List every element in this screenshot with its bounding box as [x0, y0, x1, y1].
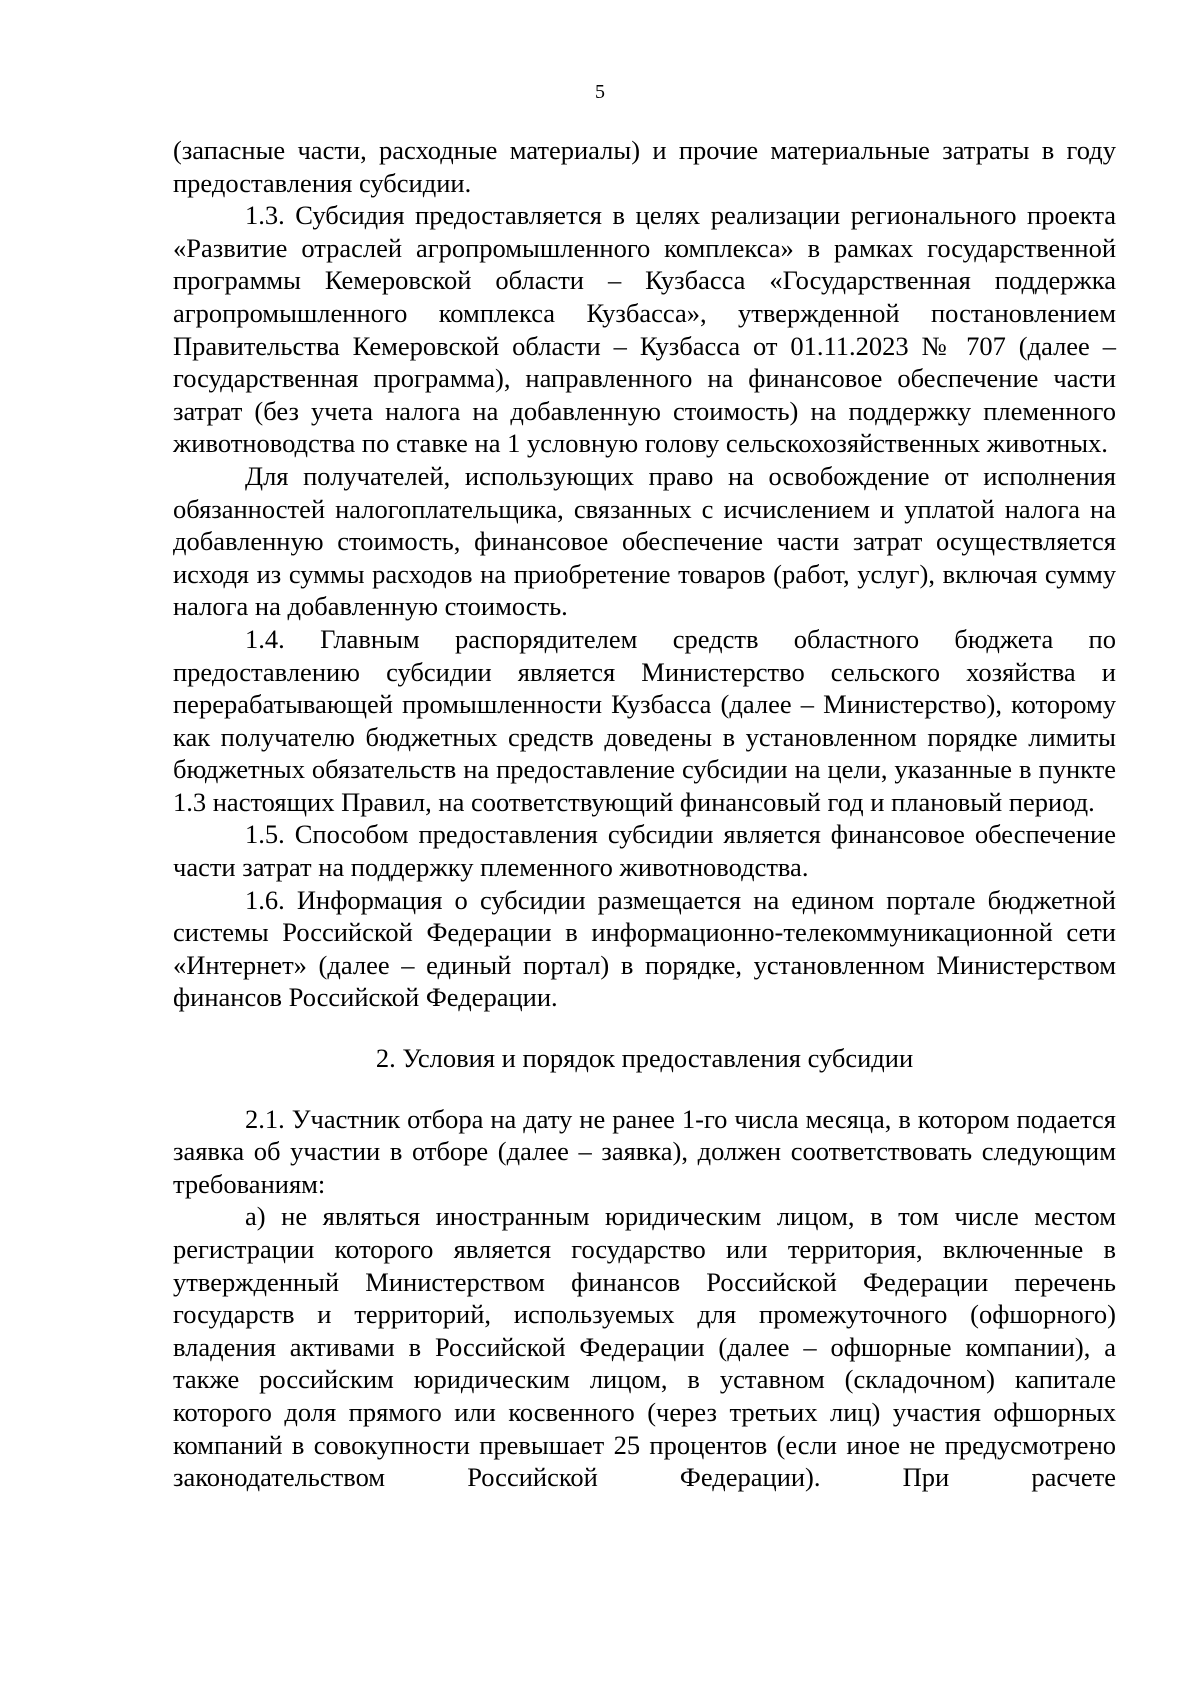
document-body	[173, 134, 1116, 1494]
section-heading: 2. Условия и порядок предоставления субсидии	[375, 1043, 914, 1074]
paragraph-vat-exempt: Для получателей, использующих право на освобождение от исполнения обязанностей налогоплательщика, связанных с исчислением и уплатой налога на добавленную стоимость, финансовое обеспечение части затрат осуществляется исходя из суммы расходов на приобретение товаров (работ, услуг), включая сумму налога на добавленную стоимость.	[173, 460, 1116, 622]
paragraph-1-6: 1.6. Информация о субсидии размещается на едином портале бюджетной системы Российской Федерации в информационно-телекоммуникационной сети «Интернет» (далее – единый портал) в порядке, установленном Министерством финансов Российской Федерации.	[173, 884, 1116, 1013]
paragraph-1-4: 1.4. Главным распорядителем средств областного бюджета по предоставлению субсидии является Министерство сельского хозяйства и перерабатывающей промышленности Кузбасса (далее – Министерство), которому как получателю бюджетных средств доведены в установленном порядке лимиты бюджетных обязательств на предоставление субсидии на цели, указанные в пункте 1.3 настоящих Правил, на соответствующий финансовый год и плановый период.	[173, 623, 1116, 817]
paragraph-2-1: 2.1. Участник отбора на дату не ранее 1-го числа месяца, в котором подается заявка об участии в отборе (далее – заявка), должен соответствовать следующим требованиям:	[173, 1103, 1116, 1199]
paragraph-continuation: (запасные части, расходные материалы) и прочие материальные затраты в году предоставления субсидии.	[173, 135, 1116, 198]
paragraph-2-1-a: а) не являться иностранным юридическим лицом, в том числе местом регистрации которого является государство или территория, включенные в утвержденный Министерством финансов Российской Федерации перечень государств и территорий, используемых для промежуточного (офшорного) владения активами в Российской Федерации (далее – офшорные компании), а также российским юридическим лицом, в уставном (складочном) капитале которого доля прямого или косвенного (через третьих лиц) участия офшорных компаний в совокупности превышает 25 процентов (если иное не предусмотрено законодательством Российской Федерации). При расчете	[173, 1201, 1116, 1493]
page-number: 5	[595, 81, 605, 103]
paragraph-1-3: 1.3. Субсидия предоставляется в целях реализации регионального проекта «Развитие отраслей агропромышленного комплекса» в рамках государственной программы Кемеровской области – Кузбасса «Государственная поддержка агропромышленного комплекса Кузбасса», утвержденной постановлением Правительства Кемеровской области – Кузбасса от 01.11.2023 № 707 (далее – государственная программа), направленного на финансовое обеспечение части затрат (без учета налога на добавленную стоимость) на поддержку племенного животноводства по ставке на 1 условную голову сельскохозяйственных животных.	[173, 200, 1116, 459]
paragraph-1-5: 1.5. Способом предоставления субсидии является финансовое обеспечение части затрат на поддержку племенного животноводства.	[173, 819, 1116, 883]
